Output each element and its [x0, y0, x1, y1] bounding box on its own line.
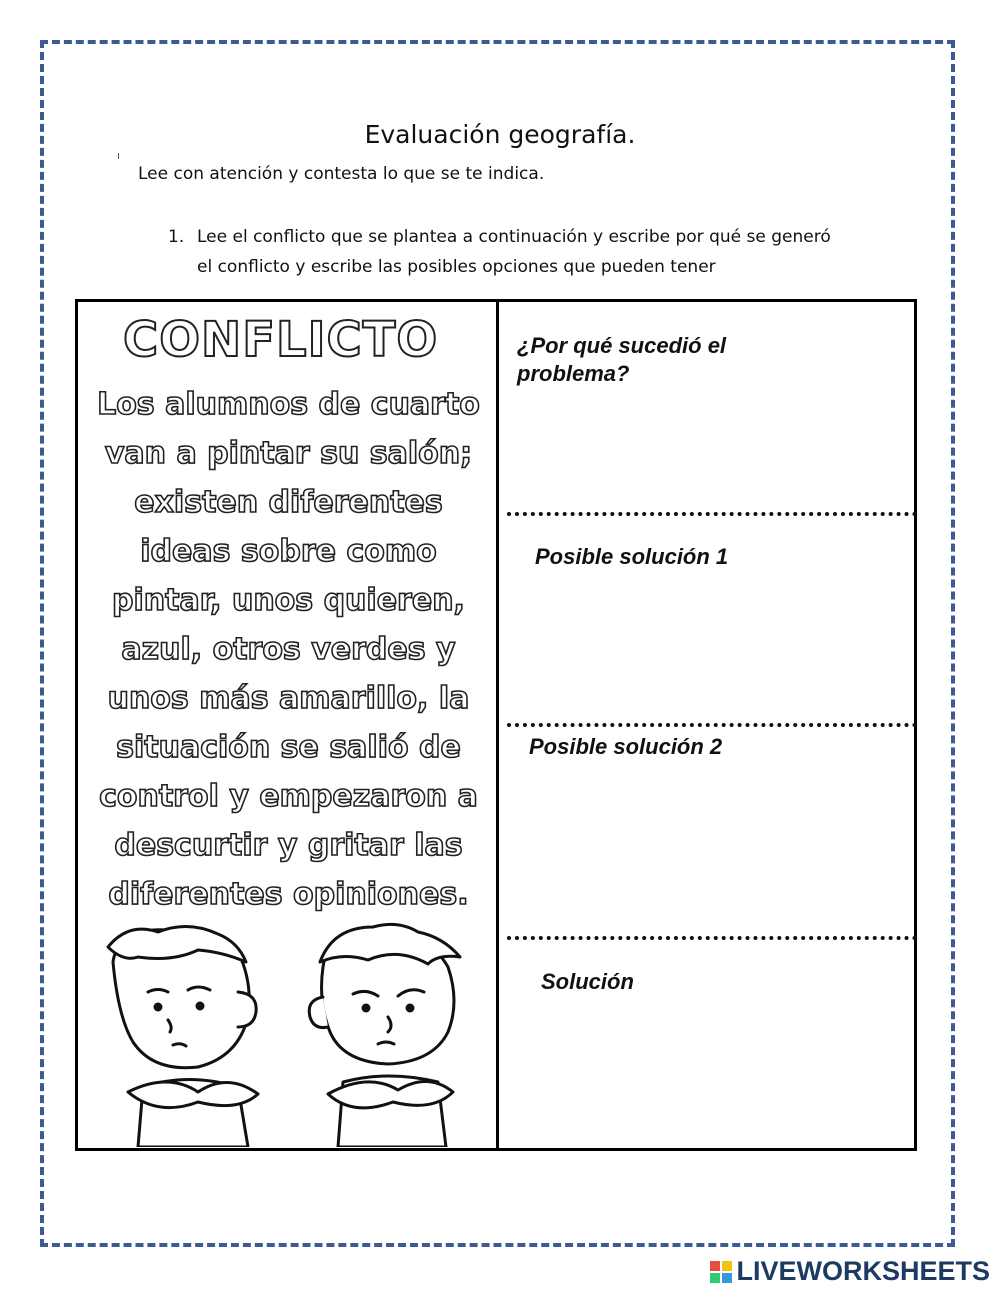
solution-answer-area[interactable] — [509, 1002, 909, 1142]
conflict-line: descurtir y gritar las — [114, 828, 463, 863]
liveworksheets-logo-icon — [710, 1261, 732, 1283]
why-answer-area[interactable] — [509, 397, 909, 507]
why-label-line-2: problema? — [517, 361, 630, 386]
conflict-line: situación se salió de — [116, 730, 461, 765]
question-line-1: Lee el conflicto que se plantea a continuación y escribe por qué se generó — [197, 227, 831, 247]
conflict-line: Los alumnos de cuarto — [97, 387, 480, 422]
answer-panel — [499, 302, 917, 1148]
why-label-line-1: ¿Por qué sucedió el — [517, 333, 727, 358]
liveworksheets-brand — [710, 1256, 990, 1287]
page-title: Evaluación geografía. — [364, 120, 636, 149]
conflict-line: azul, otros verdes y — [121, 632, 456, 667]
dotted-separator — [507, 723, 917, 727]
conflict-heading: CONFLICTO — [123, 312, 439, 368]
margin-mark — [118, 153, 119, 159]
solution-label: Solución — [541, 969, 634, 994]
conflict-line: diferentes opiniones. — [108, 877, 469, 912]
conflict-story — [86, 380, 491, 919]
brand-name: LIVEWORKSHEETS — [736, 1256, 990, 1286]
arguing-kids-illustration — [98, 922, 488, 1147]
conflict-table — [75, 299, 917, 1151]
conflict-line: pintar, unos quieren, — [112, 583, 465, 618]
question-number: 1. — [168, 227, 185, 247]
conflict-line: ideas sobre como — [140, 534, 437, 569]
conflict-line: control y empezaron a — [99, 779, 478, 814]
solution-2-answer-area[interactable] — [509, 767, 909, 932]
conflict-line: van a pintar su salón; — [104, 436, 473, 471]
conflict-line: unos más amarillo, la — [107, 681, 470, 716]
instructions-text: Lee con atención y contesta lo que se te indica. — [138, 164, 545, 184]
question-text — [197, 222, 897, 282]
dotted-separator — [507, 512, 917, 516]
dotted-separator — [507, 936, 917, 940]
solution-2-label: Posible solución 2 — [529, 734, 723, 759]
conflict-line: existen diferentes — [134, 485, 443, 520]
why-label — [517, 332, 726, 388]
solution-1-answer-area[interactable] — [509, 577, 909, 717]
question-line-2: el conflicto y escribe las posibles opciones que pueden tener — [197, 257, 716, 277]
solution-1-label: Posible solución 1 — [535, 544, 729, 569]
